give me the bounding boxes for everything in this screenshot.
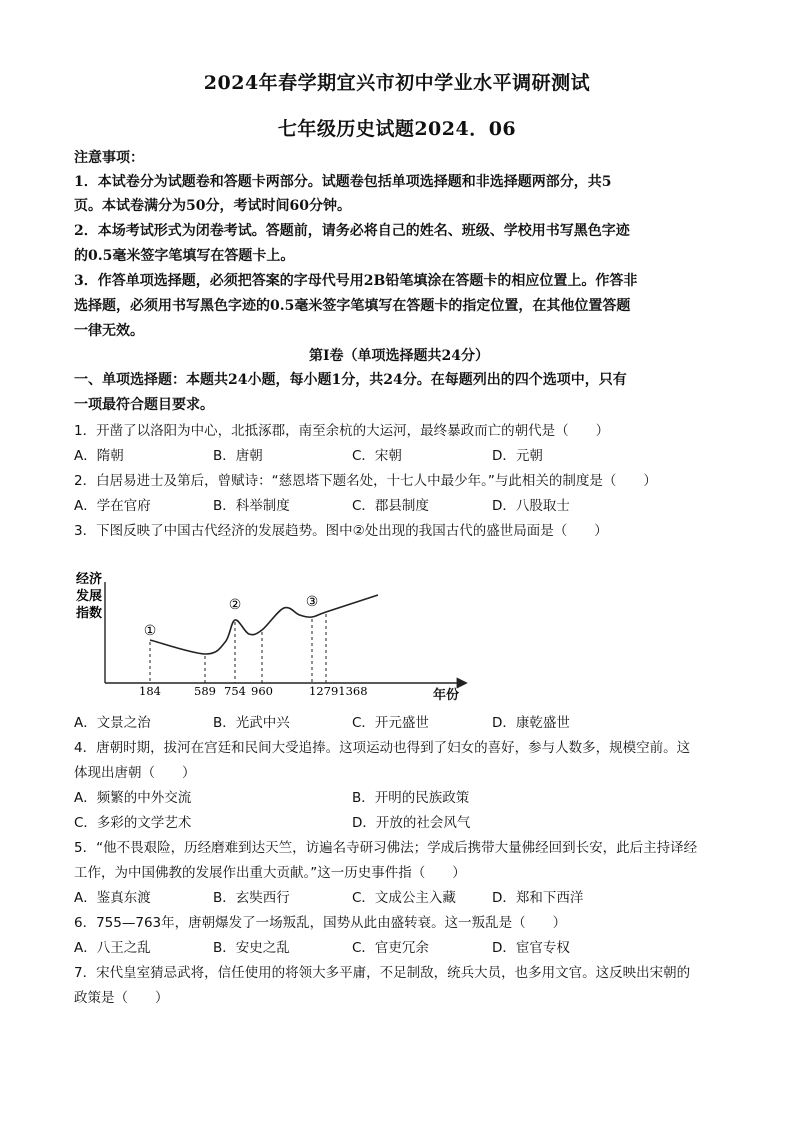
option-a: A．八王之乱 (74, 940, 151, 956)
notice-line: 页。本试卷满分为50分，考试时间60分钟。 (74, 198, 351, 214)
option-b: B．唐朝 (213, 448, 263, 464)
notice-line: 选择题，必须用书写黑色字迹的0.5毫米签字笔填写在答题卡的指定位置，在其他位置答题 (74, 298, 631, 314)
notice-line: 一律无效。 (74, 323, 144, 339)
question-stem: 3．下图反映了中国古代经济的发展趋势。图中②处出现的我国古代的盛世局面是（ ） (74, 523, 608, 539)
x-tick-label: 12791368 (309, 684, 368, 698)
notice-heading: 注意事项： (74, 150, 144, 166)
option-b: B．光武中兴 (213, 715, 290, 731)
option-a: A．频繁的中外交流 (74, 790, 192, 806)
option-d: D．元朝 (492, 448, 543, 464)
option-a: A．隋朝 (74, 448, 124, 464)
x-tick-label: 754 (224, 684, 246, 698)
chart-marker: ① (143, 623, 157, 639)
option-b: B．科举制度 (213, 498, 290, 514)
option-b: B．安史之乱 (213, 940, 290, 956)
notice-line: 3．作答单项选择题，必须把答案的字母代号用2B铅笔填涂在答题卡的相应位置上。作答非 (74, 273, 638, 289)
option-c: C．宋朝 (352, 448, 402, 464)
notice-line: 1．本试卷分为试题卷和答题卡两部分。试题卷包括单项选择题和非选择题两部分，共5 (74, 174, 612, 190)
x-tick-label: 960 (251, 684, 273, 698)
economy-trend-chart (70, 562, 470, 707)
exam-subtitle: 七年级历史试题2024．06 (277, 118, 517, 140)
option-b: B．开明的民族政策 (352, 790, 470, 806)
question-stem: 7．宋代皇室猜忌武将，信任使用的将领大多平庸，不足制敌，统兵大员，也多用文官。这反映出宋朝的 (74, 965, 691, 981)
section-intro: 一项最符合题目要求。 (74, 397, 214, 413)
chart-marker: ③ (305, 594, 319, 610)
option-d: D．宦官专权 (492, 940, 570, 956)
y-axis-label: 经济发展指数 (76, 572, 103, 621)
option-c: C．文成公主入藏 (352, 890, 456, 906)
option-b: B．玄奘西行 (213, 890, 290, 906)
question-stem: 政策是（ ） (74, 990, 169, 1006)
question-stem: 5．“他不畏艰险，历经磨难到达天竺，访遍名寺研习佛法；学成后携带大量佛经回到长安，此后主持译经 (74, 840, 698, 856)
option-c: C．官吏冗余 (352, 940, 429, 956)
option-c: C．郡县制度 (352, 498, 429, 514)
question-stem: 1．开凿了以洛阳为中心，北抵涿郡，南至余杭的大运河，最终暴政而亡的朝代是（ ） (74, 423, 610, 439)
notice-line: 2．本场考试形式为闭卷考试。答题前，请务必将自己的姓名、班级、学校用书写黑色字迹 (74, 223, 630, 239)
x-axis-label: 年份 (433, 688, 460, 703)
question-stem: 体现出唐朝（ ） (74, 765, 196, 781)
option-a: A．文景之治 (74, 715, 151, 731)
question-stem: 工作，为中国佛教的发展作出重大贡献。”这一历史事件指（ ） (74, 865, 466, 881)
x-tick-label: 589 (194, 684, 216, 698)
option-d: D．开放的社会风气 (352, 815, 471, 831)
option-c: C．开元盛世 (352, 715, 429, 731)
option-a: A．鉴真东渡 (74, 890, 151, 906)
option-d: D．郑和下西洋 (492, 890, 584, 906)
exam-title: 2024年春学期宜兴市初中学业水平调研测试 (203, 72, 591, 94)
section-title: 第Ⅰ卷（单项选择题共24分） (308, 348, 490, 364)
x-tick-label: 184 (139, 684, 161, 698)
section-intro: 一、单项选择题：本题共24小题，每小题1分，共24分。在每题列出的四个选项中，只有 (74, 372, 627, 388)
notice-line: 的0.5毫米签字笔填写在答题卡上。 (74, 248, 295, 264)
option-d: D．八股取士 (492, 498, 570, 514)
question-stem: 6．755—763年，唐朝爆发了一场叛乱，国势从此由盛转衰。这一叛乱是（ ） (74, 915, 567, 931)
option-d: D．康乾盛世 (492, 715, 570, 731)
chart-marker: ② (228, 597, 242, 613)
question-stem: 2．白居易进士及第后，曾赋诗：“慈恩塔下题名处，十七人中最少年。”与此相关的制度是（ ） (74, 473, 657, 489)
option-c: C．多彩的文学艺术 (74, 815, 192, 831)
trend-line (150, 595, 378, 654)
option-a: A．学在官府 (74, 498, 151, 514)
question-stem: 4．唐朝时期，拔河在宫廷和民间大受追捧。这项运动也得到了妇女的喜好，参与人数多，规模空前。这 (74, 740, 691, 756)
